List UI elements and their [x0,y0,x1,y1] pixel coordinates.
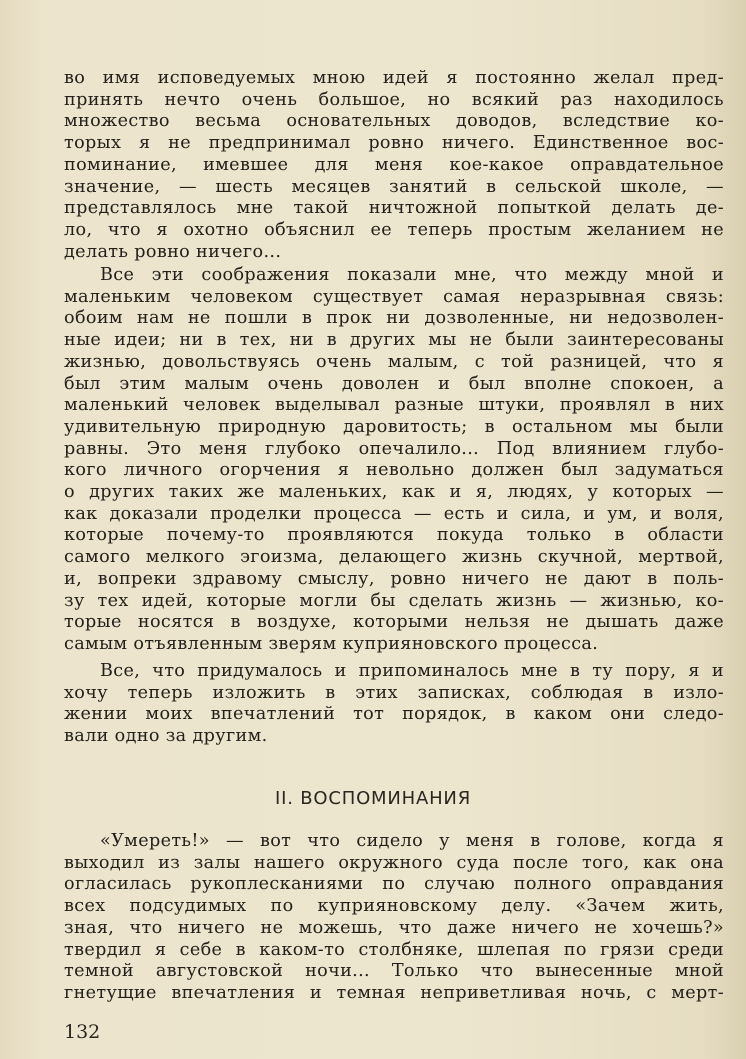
text-line: и, вопреки здравому смыслу, ровно ничего не дают в поль- [64,568,724,589]
text-line: Все, что придумалось и припоминалось мне в ту пору, я и [100,661,724,681]
text-line: как доказали проделки процесса — есть и сила, и ум, и воля, [64,503,724,524]
text-line: поминание, имевшее для меня кое-какое оправдательное [64,154,724,175]
text-line: «Умереть!» — вот что сидело у меня в голове, когда я [100,831,724,851]
text-line: принять нечто очень большое, но всякий раз находилось [64,89,724,110]
text-line: маленьким человеком существует самая неразрывная связь: [64,286,724,307]
text-line: ные идеи; ни в тех, ни в других мы не были заинтересованы [64,330,724,351]
paragraph-continuation [64,68,724,263]
text-line: Все эти соображения показали мне, что между мной и [100,265,724,285]
text-line: равны. Это меня глубоко опечалило... Под влиянием глубо- [64,438,724,459]
text-line: маленький человек выделывал разные штуки, проявлял в них [64,395,724,416]
text-line: торые носятся в воздухе, которыми нельзя не дышать даже [64,612,724,633]
text-line: вали одно за другим. [64,726,268,747]
paragraph [64,265,724,656]
text-line: всех подсудимых по куприяновскому делу. «Зачем жить, [64,896,724,917]
text-line: о других таких же маленьких, как и я, людях, у которых — [64,482,724,503]
paragraph [64,831,724,1005]
text-line: огласилась рукоплесканиями по случаю полного оправдания [64,874,724,895]
text-line: зу тех идей, которые могли бы сделать жизнь — жизнью, ко- [64,590,724,611]
text-line: множество весьма основательных доводов, вследствие ко- [64,111,724,132]
text-line: которые почему-то проявляются покуда только в области [64,525,724,546]
text-line: хочу теперь изложить в этих записках, соблюдая в изло- [64,682,724,703]
text-line: темной августовской ночи... Только что вынесенные мной [64,961,724,982]
text-line: во имя исповедуемых мною идей я постоянно желал пред- [64,68,724,88]
text-line: был этим малым очень доволен и был вполне спокоен, а [64,373,724,394]
section-heading: II. ВОСПОМИНАНИЯ [275,788,471,809]
text-line: кого личного огорчения я невольно должен был задуматься [64,460,724,481]
text-line: удивительную природную даровитость; в остальном мы были [64,416,724,437]
text-line: делать ровно ничего... [64,241,282,262]
text-line: выходил из залы нашего окружного суда после того, как она [64,852,724,873]
text-line: зная, что ничего не можешь, что даже ничего не хочешь?» [64,917,724,938]
page-number: 132 [64,1021,101,1043]
paragraph [64,661,724,748]
text-line: гнетущие впечатления и темная неприветливая ночь, с мерт- [64,982,724,1003]
text-line: жизнью, довольствуясь очень малым, с той разницей, что я [64,351,724,372]
text-line: самого мелкого эгоизма, делающего жизнь скучной, мертвой, [64,547,724,568]
text-line: самым отъявленным зверям куприяновского процесса. [64,633,599,654]
text-line: жении моих впечатлений тот порядок, в каком они следо- [64,704,724,725]
text-line: торых я не предпринимал ровно ничего. Единственное вос- [64,133,724,154]
text-line: значение, — шесть месяцев занятий в сельской школе, — [64,176,724,197]
text-line: представлялось мне такой ничтожной попыткой делать де- [64,198,724,219]
text-line: обоим нам не пошли в прок ни дозволенные, ни недозволен- [64,308,724,329]
text-line: ло, что я охотно объяснил ее теперь простым желанием не [64,219,724,240]
text-line: твердил я себе в каком-то столбняке, шлепая по грязи среди [64,939,724,960]
